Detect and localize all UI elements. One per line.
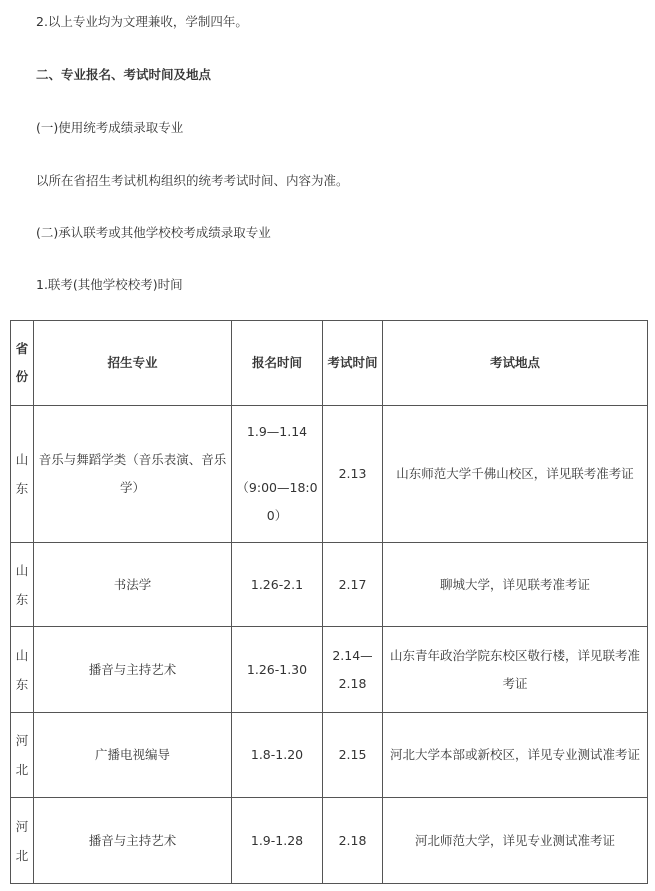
header-major: 招生专业: [34, 321, 232, 406]
exam-schedule-table: [10, 320, 648, 884]
registration-hours: （9:00—18:00）: [236, 480, 318, 523]
cell-province: 山东: [11, 406, 34, 543]
cell-major: 播音与主持艺术: [34, 798, 232, 884]
header-exam-time: 考试时间: [323, 321, 383, 406]
section-heading-registration-exam: 二、专业报名、考试时间及地点: [36, 67, 212, 82]
cell-registration: 1.26-2.1: [232, 543, 323, 627]
cell-registration: 1.26-1.30: [232, 627, 323, 713]
cell-location: 聊城大学，详见联考准考证: [383, 543, 648, 627]
cell-major: 广播电视编导: [34, 713, 232, 798]
cell-province: 河北: [11, 713, 34, 798]
table-row: [11, 543, 648, 627]
table-header-row: [11, 321, 648, 406]
header-registration: 报名时间: [232, 321, 323, 406]
cell-exam-time: 2.18: [323, 798, 383, 884]
registration-date: 1.9—1.14: [246, 424, 308, 439]
subheading-joint-exam: (二)承认联考或其他学校校考成绩录取专业: [36, 225, 271, 240]
subheading-joint-exam-time: 1.联考(其他学校校考)时间: [36, 277, 183, 292]
cell-registration: 1.8-1.20: [232, 713, 323, 798]
paragraph-majors-note: 2.以上专业均为文理兼收，学制四年。: [36, 14, 248, 29]
cell-major: 播音与主持艺术: [34, 627, 232, 713]
table-row: [11, 406, 648, 543]
header-province: 省份: [11, 321, 34, 406]
cell-exam-time: 2.13: [323, 406, 383, 543]
cell-province: 山东: [11, 627, 34, 713]
cell-exam-time: 2.14—2.18: [323, 627, 383, 713]
cell-major: 音乐与舞蹈学类（音乐表演、音乐学）: [34, 406, 232, 543]
paragraph-unified-exam-note: 以所在省招生考试机构组织的统考考试时间、内容为准。: [36, 173, 349, 188]
table-row: [11, 627, 648, 713]
cell-location: 河北师范大学，详见专业测试准考证: [383, 798, 648, 884]
subheading-unified-exam: (一)使用统考成绩录取专业: [36, 120, 184, 135]
cell-registration: [232, 406, 323, 543]
header-location: 考试地点: [383, 321, 648, 406]
cell-major: 书法学: [34, 543, 232, 627]
cell-location: 河北大学本部或新校区，详见专业测试准考证: [383, 713, 648, 798]
cell-province: 河北: [11, 798, 34, 884]
cell-exam-time: 2.15: [323, 713, 383, 798]
cell-province: 山东: [11, 543, 34, 627]
table-row: [11, 798, 648, 884]
cell-location: 山东师范大学千佛山校区，详见联考准考证: [383, 406, 648, 543]
table-row: [11, 713, 648, 798]
cell-registration: 1.9-1.28: [232, 798, 323, 884]
cell-exam-time: 2.17: [323, 543, 383, 627]
cell-location: 山东青年政治学院东校区敬行楼，详见联考准考证: [383, 627, 648, 713]
